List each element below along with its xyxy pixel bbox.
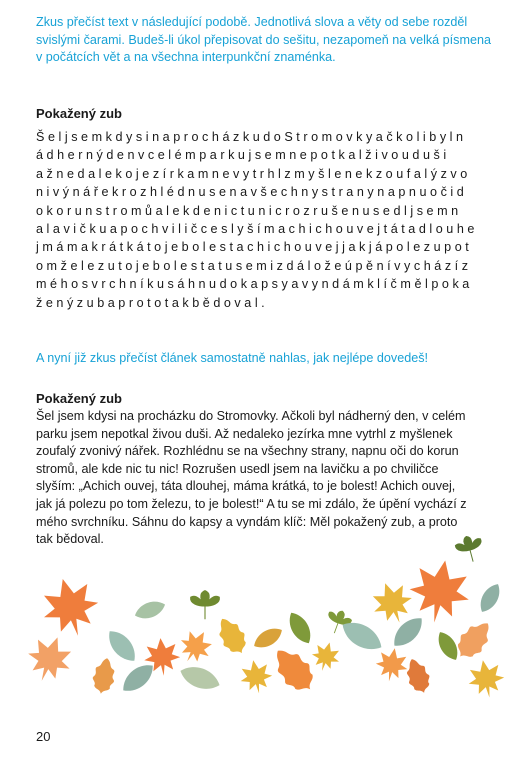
story-line: parku jsem nepotkal živou duši. Až nedaleko jezírka mne vytrhl z myšlenek xyxy=(36,426,453,441)
leaf-icon xyxy=(284,609,316,648)
maple-leaf-icon xyxy=(465,657,507,700)
scrambled-line: ažnedalekojezírkamnevytrhlzmyšlenekzoufalýzvo xyxy=(36,166,471,181)
leaf-group xyxy=(21,533,507,701)
scrambled-line: okorunstromůalekdenictunicrozrušenusedljsemn xyxy=(36,203,462,218)
story-line: mého svrchníku. Sáhnu do kapsy a vyndám klíč: Měl pokažený zub, a proto xyxy=(36,514,458,529)
scrambled-line: ženýzubaprototakbědoval. xyxy=(36,295,269,310)
oak-leaf-icon xyxy=(266,641,321,699)
oak-leaf-icon xyxy=(450,615,498,665)
maple-leaf-icon xyxy=(173,624,218,669)
scrambled-line: méhosvrchníkusáhnudokapsyavyndámklíčmělpoka xyxy=(36,277,473,292)
oak-leaf-icon xyxy=(212,613,252,659)
scrambled-title: Pokažený zub xyxy=(36,106,122,121)
page-number: 20 xyxy=(36,729,51,744)
oak-leaf-icon xyxy=(90,656,117,695)
scrambled-text xyxy=(36,128,496,312)
maple-leaf-icon xyxy=(36,572,105,643)
leaf-icon xyxy=(132,597,167,622)
scrambled-line: alavičkuapochviličceslyšímachichouvejtátadlouhe xyxy=(36,221,478,236)
maple-leaf-icon xyxy=(405,555,475,627)
scrambled-line: jmámakrátkátojebolestachichouvejjakjápolezupot xyxy=(36,240,473,255)
leaf-icon xyxy=(388,612,428,652)
scrambled-line: ádhernýdenvcelémparkujsemnepotkalživouduši xyxy=(36,148,450,163)
leaf-icon xyxy=(118,659,159,697)
maple-leaf-icon xyxy=(308,639,343,675)
story-line: zoufalý zvonivý nářek. Rozhlédnu se na všechny strany, napnu oči do korun xyxy=(36,444,459,459)
scrambled-line: ŠeljsemkdysinaprocházkudoStromovkyačkolibyln xyxy=(36,130,467,144)
leaf-icon xyxy=(191,591,220,620)
story-line: jak já polezu po tom železu, to je bolest!“ A tu se mi zdálo, že úpění vychází z xyxy=(36,496,467,511)
instruction-text: Zkus přečíst text v následující podobě. Jednotlivá slova a věty od sebe rozděl svislými čarami. Budeš-li úkol přepisovat do sešitu, nezapomeň na velká písmena v počátcích vět a na všechna interpunkční znaménka. xyxy=(36,15,491,64)
story-line: tak bědoval. xyxy=(36,532,104,547)
story-line: stromů, ale kde nic tu nic! Rozrušen usedl jsem na lavičku a po chviličce xyxy=(36,461,439,476)
scrambled-line: omželezutojebolestatusemizdáložeúpěnívycházíz xyxy=(36,258,472,273)
leaf-icon xyxy=(476,580,505,615)
story-line: slyším: „Achich ouvej, táta dlouhej, máma krátká, to je bolest! Achich ouvej, xyxy=(36,479,456,494)
scrambled-line: nivýnářekrozhlédnusenavšechnystranynapnuočid xyxy=(36,185,468,200)
reading-prompt: A nyní již zkus přečíst článek samostatně nahlas, jak nejlépe dovedeš! xyxy=(36,351,429,365)
leaf-icon xyxy=(177,662,223,695)
maple-leaf-icon xyxy=(237,657,274,696)
maple-leaf-icon xyxy=(373,645,410,684)
story-title: Pokažený zub xyxy=(36,391,122,406)
oak-leaf-icon xyxy=(402,655,435,696)
leaf-icon xyxy=(454,533,486,565)
maple-leaf-icon xyxy=(21,630,78,688)
story-line: Šel jsem kdysi na procházku do Stromovky. Ačkoli byl nádherný den, v celém xyxy=(36,409,466,423)
leaf-icon xyxy=(250,624,285,653)
autumn-leaves-illustration xyxy=(0,528,523,718)
